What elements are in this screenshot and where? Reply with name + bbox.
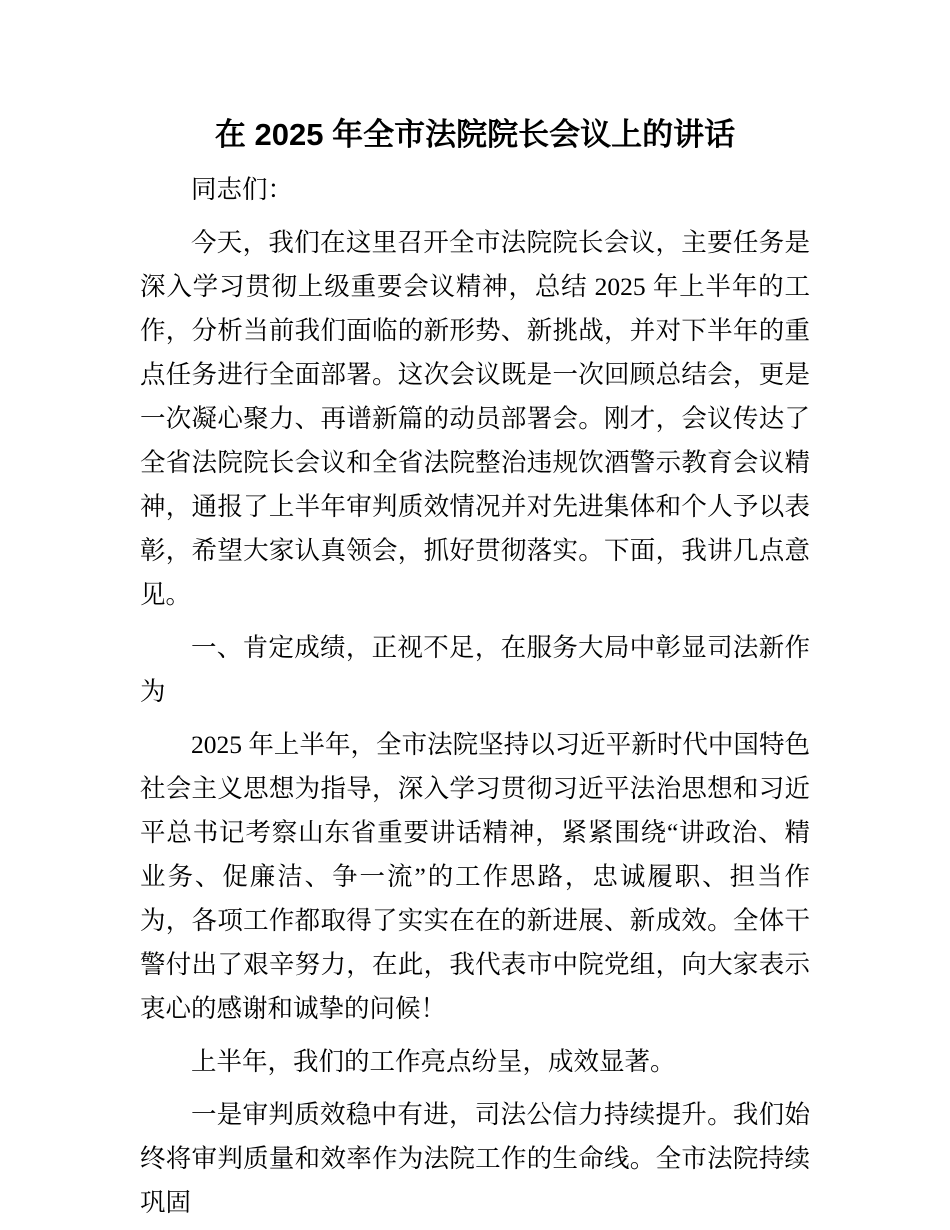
salutation: 同志们：	[191, 175, 294, 204]
paragraph-opening: 今天，我们在这里召开全市法院院长会议，主要任务是深入学习贯彻上级重要会议精神，总结 2025 年上半年的工作，分析当前我们面临的新形势、新挑战，并对下半年的重点任务进行全面部署。这次会议既是一次回顾总结会，更是一次凝心聚力、再谱新篇的动员部署会。刚才，会议传达了全省法院院长会议和全省法院整治违规饮酒警示教育会议精神，通报了上半年审判质效情况并对先进集体和个人予以表彰，希望大家认真领会，抓好贯彻落实。下面，我讲几点意见。	[140, 228, 810, 609]
section-heading-1: 一、肯定成绩，正视不足，在服务大局中彰显司法新作为	[140, 633, 810, 706]
paragraph-point-one: 一是审判质效稳中有进，司法公信力持续提升。我们始终将审判质量和效率作为法院工作的生命线。全市法院持续巩固	[140, 1100, 810, 1217]
paragraph-achievements: 2025 年上半年，全市法院坚持以习近平新时代中国特色社会主义思想为指导，深入学习贯彻习近平法治思想和习近平总书记考察山东省重要讲话精神，紧紧围绕“讲政治、精业务、促廉洁、争一流”的工作思路，忠诚履职、担当作为，各项工作都取得了实实在在的新进展、新成效。全体干警付出了艰辛努力，在此，我代表市中院党组，向大家表示衷心的感谢和诚挚的问候！	[140, 730, 810, 1023]
document-title: 在 2025 年全市法院院长会议上的讲话	[214, 117, 736, 152]
paragraph-highlights-intro: 上半年，我们的工作亮点纷呈，成效显著。	[191, 1047, 676, 1076]
